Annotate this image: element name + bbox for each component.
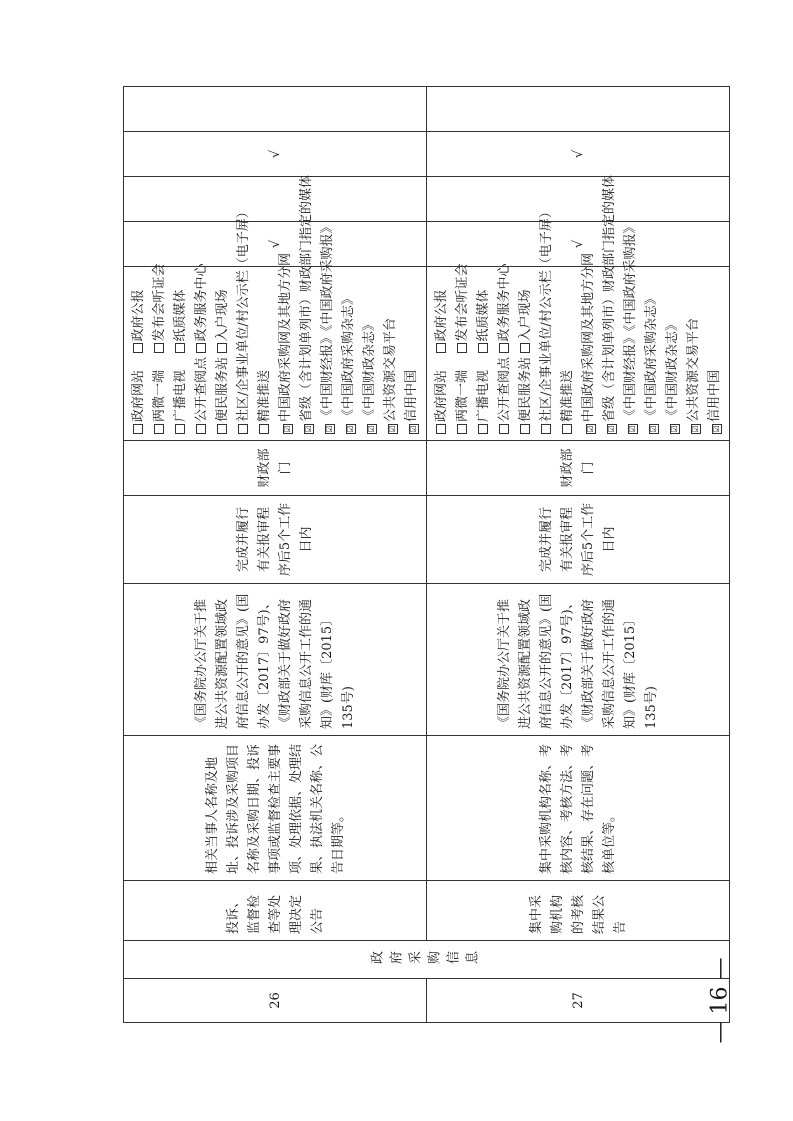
table-row [124, 87, 427, 1023]
channel-item: 政府网站 [431, 354, 452, 435]
category-cell [124, 941, 730, 979]
checkbox-empty-icon [133, 344, 143, 354]
checkbox-checked-icon: ☑ [628, 425, 637, 433]
channel-item: ☑省级（含计划单列市）财政部门指定的媒体 [602, 174, 617, 433]
subject-cell: 财政部门 [124, 441, 427, 496]
channel-item: ☑《中国财政杂志》 [665, 317, 680, 433]
check-mark-cell: √ [124, 222, 427, 267]
checkbox-empty-icon [541, 424, 551, 434]
checkbox-empty-icon [520, 344, 530, 354]
channel-item: 广播电视 [170, 354, 191, 435]
checkbox-checked-icon: ☑ [649, 425, 658, 433]
channel-item: 精准推送 [557, 273, 578, 434]
checkbox-checked-icon: ☑ [607, 425, 616, 433]
channel-item: 便民服务站 [212, 354, 233, 435]
checkbox-empty-icon [478, 344, 488, 354]
channel-item: 发布会听证会 [452, 273, 473, 354]
channel-item: 便民服务站 [515, 354, 536, 435]
checkbox-empty-icon [478, 424, 488, 434]
checkbox-empty-icon [238, 424, 248, 434]
checkbox-empty-icon [562, 424, 572, 434]
content-cell: 集中采购机构名称、考核内容、考核方法、考核结果、存在问题、考核单位等。 [427, 736, 730, 881]
check-mark-cell [124, 177, 427, 222]
category-label: 政府采购信息 [369, 952, 484, 967]
channel-item: 公开查阅点 [494, 354, 515, 435]
channel-item: ☑《中国政府采购杂志》 [341, 291, 356, 433]
check-mark-cell: √ [427, 132, 730, 177]
channel-item: ☑信用中国 [707, 369, 722, 433]
checkbox-empty-icon [217, 424, 227, 434]
subject-cell: 财政部门 [427, 441, 730, 496]
channel-item: 纸质媒体 [170, 273, 191, 354]
channel-item: ☑公共资源交易平台 [383, 317, 398, 433]
checkbox-checked-icon: ☑ [670, 425, 679, 433]
disclosure-table [123, 86, 730, 1023]
basis-cell: 《国务院办公厅关于推进公共资源配置领域政府信息公开的意见》(国办发〔2017〕97号)、《财政部关于做好政府采购信息公开工作的通知》(财库〔2015〕135号) [427, 584, 730, 736]
checkbox-empty-icon [175, 424, 185, 434]
row-number: 26 [124, 979, 427, 1023]
checkbox-empty-icon [499, 344, 509, 354]
item-cell: 投诉、监督检查等处理决定公告 [124, 881, 427, 941]
content-cell: 相关当事人名称及地址、投诉涉及采购项目名称及采购日期、投诉事项或监督检查主要事项、处理依据、处理结果、执法机关名称、公告日期等。 [124, 736, 427, 881]
item-cell: 集中采购机构的考核结果公告 [427, 881, 730, 941]
channel-item: 政府公报 [128, 273, 149, 354]
checkbox-empty-icon [133, 424, 143, 434]
check-mark-cell [427, 87, 730, 132]
checkbox-checked-icon: ☑ [304, 425, 313, 433]
channel-item: 政务服务中心 [191, 273, 212, 354]
channel-item: ☑中国政府采购网及其地方分网 [278, 252, 293, 433]
checkbox-empty-icon [259, 424, 269, 434]
checkbox-empty-icon [436, 424, 446, 434]
checkbox-empty-icon [217, 344, 227, 354]
checkbox-checked-icon: ☑ [325, 425, 334, 433]
checkbox-empty-icon [436, 344, 446, 354]
channel-item: 两微一端 [452, 354, 473, 435]
channel-item: ☑《中国财经报》《中国政府采购报》 [623, 220, 638, 433]
checkbox-empty-icon [457, 344, 467, 354]
checkbox-empty-icon [154, 344, 164, 354]
channels-cell [124, 174, 427, 441]
channel-item: ☑公共资源交易平台 [686, 317, 701, 433]
table-row [427, 87, 730, 1023]
checkbox-empty-icon [175, 344, 185, 354]
basis-cell: 《国务院办公厅关于推进公共资源配置领域政府信息公开的意见》(国办发〔2017〕97号)、《财政部关于做好政府采购信息公开工作的通知》(财库〔2015〕135号) [124, 584, 427, 736]
channel-item: 精准推送 [254, 273, 275, 434]
channel-item: 政务服务中心 [494, 273, 515, 354]
check-mark-cell: √ [427, 222, 730, 267]
checkbox-checked-icon: ☑ [691, 425, 700, 433]
channel-item: 公开查阅点 [191, 354, 212, 435]
checkbox-checked-icon: ☑ [283, 425, 292, 433]
channel-item: ☑《中国财政杂志》 [362, 317, 377, 433]
channels-cell [427, 174, 730, 441]
channel-item: 入户现场 [515, 273, 536, 354]
checkbox-empty-icon [457, 424, 467, 434]
page-number: — 16 — [707, 957, 733, 1043]
checkbox-empty-icon [520, 424, 530, 434]
channel-item: 两微一端 [149, 354, 170, 435]
check-mark-cell: √ [124, 132, 427, 177]
time-limit-cell: 完成并履行有关报审程序后5个工作日内 [124, 496, 427, 584]
check-mark-cell [427, 177, 730, 222]
channel-item: 政府网站 [128, 354, 149, 435]
check-mark-cell [124, 87, 427, 132]
checkbox-checked-icon: ☑ [388, 425, 397, 433]
channel-item: 社区/企事业单位/村公示栏（电子屏） [233, 273, 254, 434]
row-number: 27 [427, 979, 730, 1023]
channel-item: ☑《中国财经报》《中国政府采购报》 [320, 220, 335, 433]
checkbox-checked-icon: ☑ [346, 425, 355, 433]
channel-item: 广播电视 [473, 354, 494, 435]
checkbox-empty-icon [196, 344, 206, 354]
channel-item: 入户现场 [212, 273, 233, 354]
channel-item: ☑省级（含计划单列市）财政部门指定的媒体 [299, 174, 314, 433]
channel-item: ☑中国政府采购网及其地方分网 [581, 252, 596, 433]
checkbox-checked-icon: ☑ [712, 425, 721, 433]
channel-item: 发布会听证会 [149, 273, 170, 354]
channel-item: 政府公报 [431, 273, 452, 354]
channel-item: ☑信用中国 [404, 369, 419, 433]
checkbox-empty-icon [196, 424, 206, 434]
checkbox-checked-icon: ☑ [409, 425, 418, 433]
checkbox-empty-icon [154, 424, 164, 434]
channel-item: 社区/企事业单位/村公示栏（电子屏） [536, 273, 557, 434]
checkbox-checked-icon: ☑ [367, 425, 376, 433]
channel-item: 纸质媒体 [473, 273, 494, 354]
checkbox-empty-icon [499, 424, 509, 434]
channel-item: ☑《中国政府采购杂志》 [644, 291, 659, 433]
checkbox-checked-icon: ☑ [586, 425, 595, 433]
time-limit-cell: 完成并履行有关报审程序后5个工作日内 [427, 496, 730, 584]
